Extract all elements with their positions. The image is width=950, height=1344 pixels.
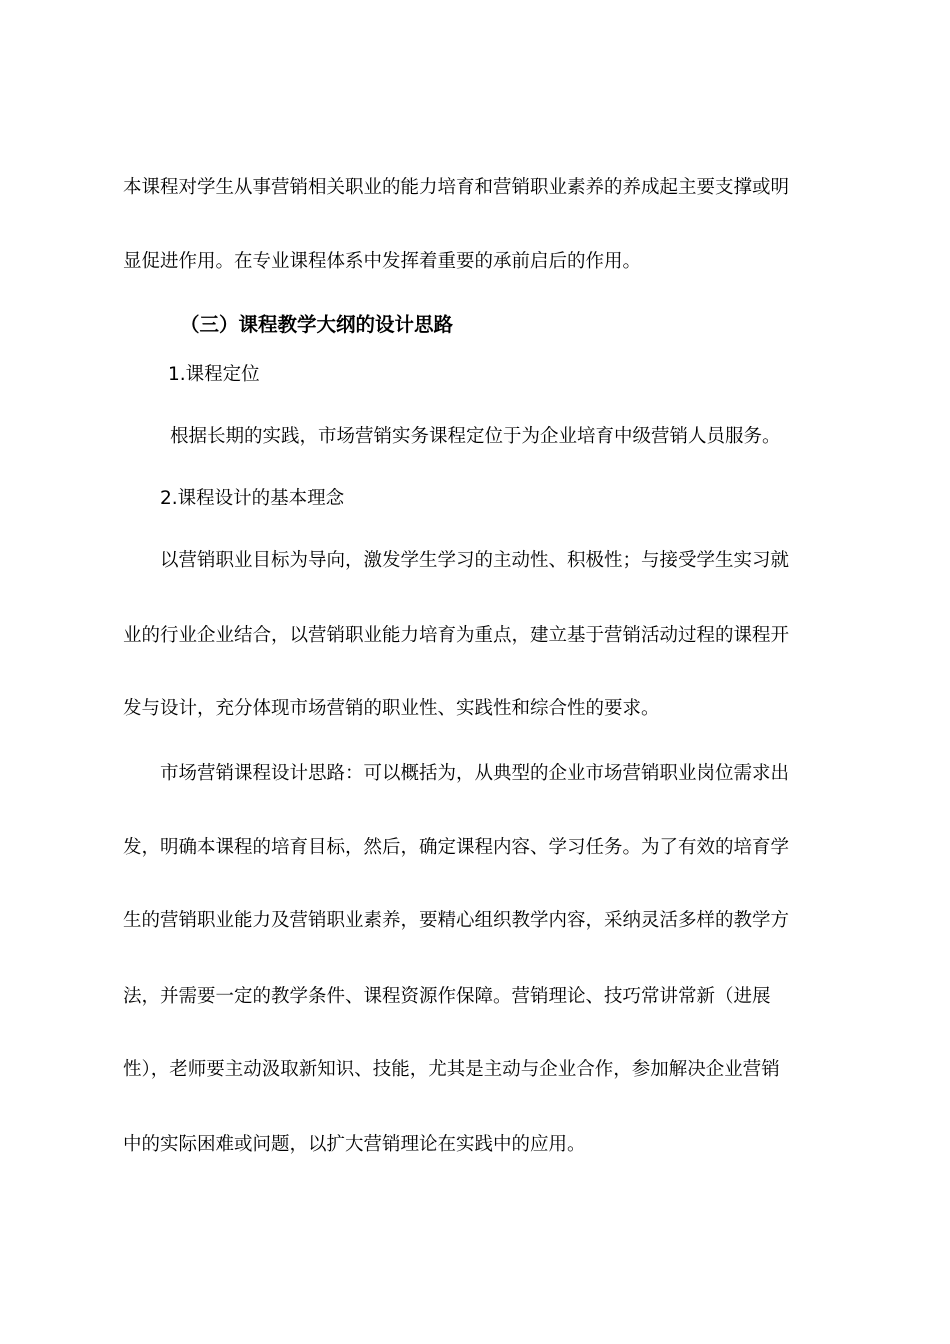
- paragraph-2-line-6: 中的实际困难或问题，以扩大营销理论在实践中的应用。: [123, 1134, 586, 1155]
- paragraph-1-line-2: 业的行业企业结合，以营销职业能力培育为重点，建立基于营销活动过程的课程开: [123, 625, 790, 646]
- paragraph-2-line-1: 市场营销课程设计思路：可以概括为，从典型的企业市场营销职业岗位需求出: [160, 763, 790, 784]
- intro-line-2: 显促进作用。在专业课程体系中发挥着重要的承前启后的作用。: [123, 251, 642, 272]
- subsection-1-title: 1.课程定位: [168, 364, 260, 385]
- paragraph-1-line-3: 发与设计，充分体现市场营销的职业性、实践性和综合性的要求。: [123, 698, 660, 719]
- paragraph-2-line-5: 性），老师要主动汲取新知识、技能，尤其是主动与企业合作，参加解决企业营销: [123, 1059, 780, 1080]
- intro-line-1: 本课程对学生从事营销相关职业的能力培育和营销职业素养的养成起主要支撑或明: [123, 177, 790, 198]
- paragraph-2-line-3: 生的营销职业能力及营销职业素养，要精心组织教学内容，采纳灵活多样的教学方: [123, 910, 790, 931]
- section-heading: （三）课程教学大纲的设计思路: [180, 313, 454, 336]
- paragraph-1-line-1: 以营销职业目标为导向，激发学生学习的主动性、积极性；与接受学生实习就: [160, 550, 790, 571]
- subsection-2-title: 2.课程设计的基本理念: [160, 488, 345, 509]
- paragraph-2-line-2: 发，明确本课程的培育目标，然后，确定课程内容、学习任务。为了有效的培育学: [123, 837, 790, 858]
- subsection-1-text: 根据长期的实践，市场营销实务课程定位于为企业培育中级营销人员服务。: [170, 426, 781, 447]
- paragraph-2-line-4: 法，并需要一定的教学条件、课程资源作保障。营销理论、技巧常讲常新（进展: [123, 986, 771, 1007]
